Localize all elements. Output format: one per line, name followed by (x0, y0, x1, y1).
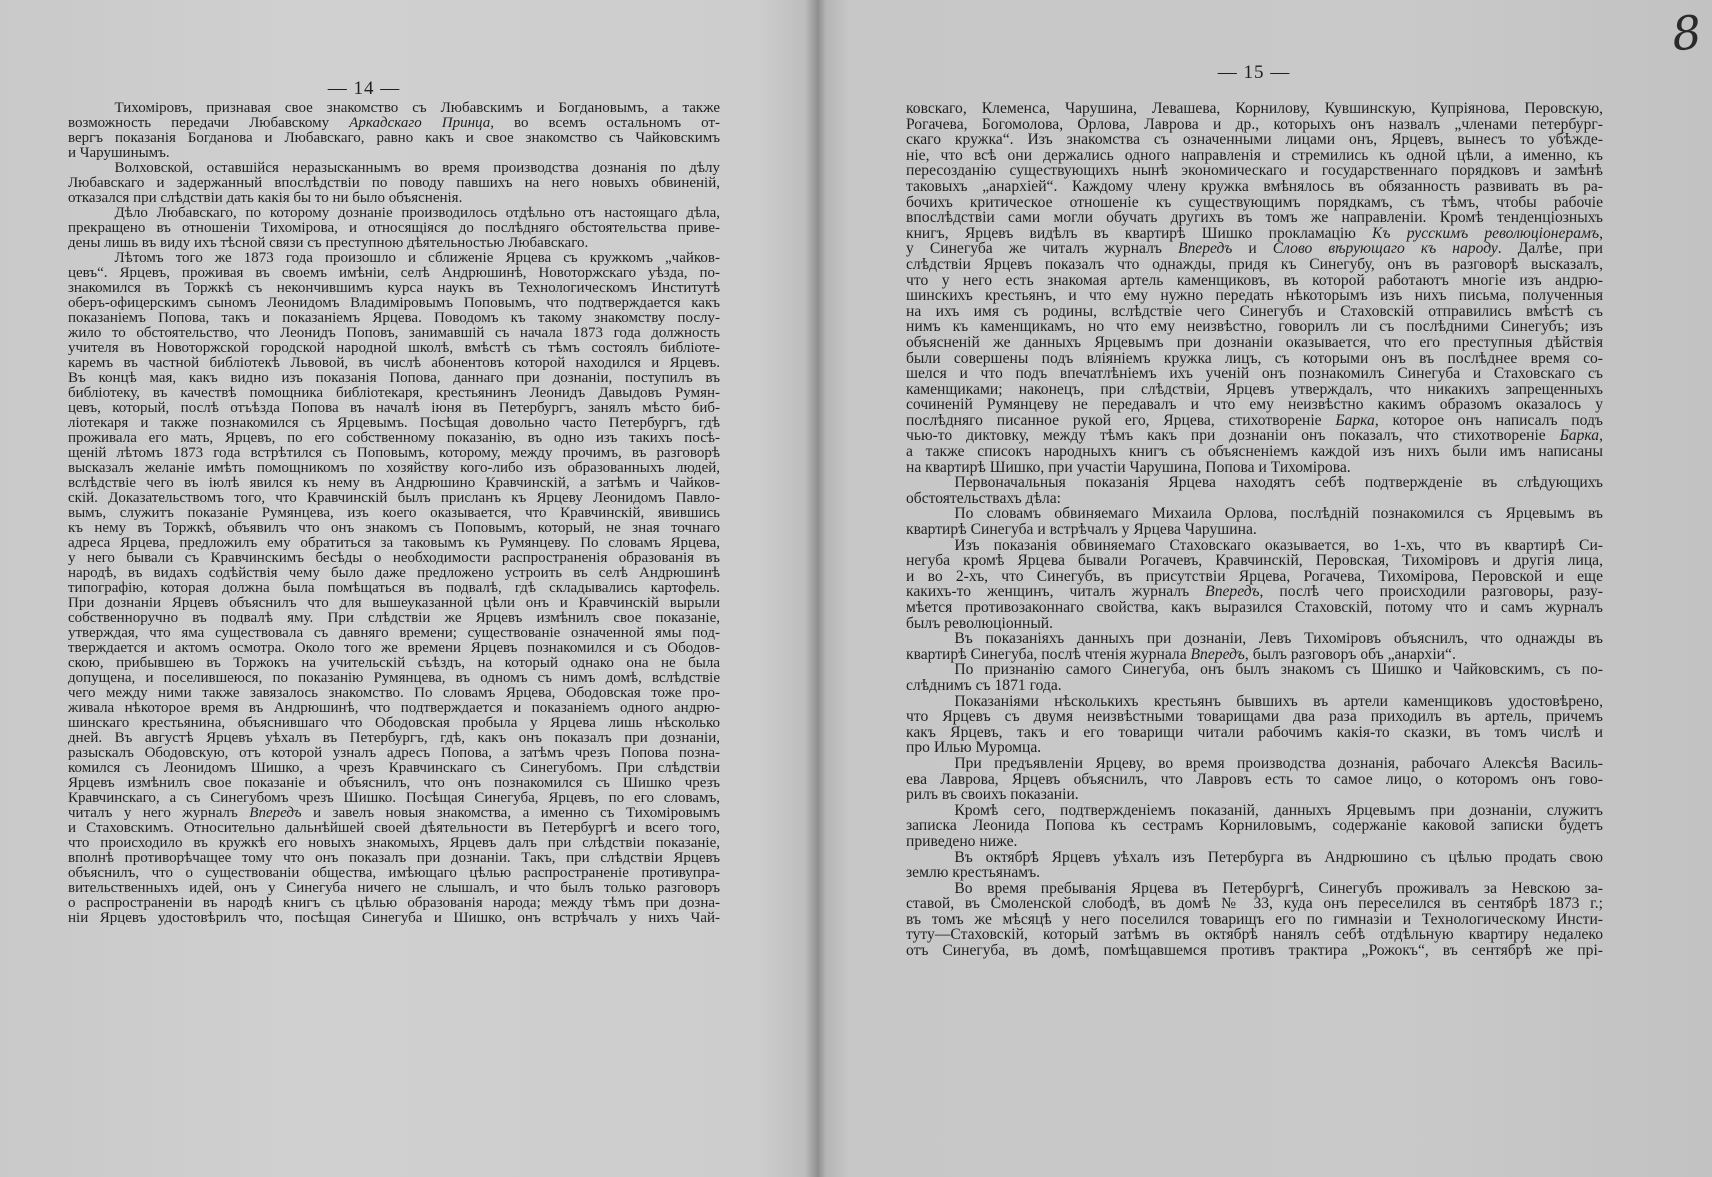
text-segment: землю крестьянамъ. (906, 864, 1041, 882)
text-segment: про Илью Муромца. (906, 739, 1042, 757)
text-segment: По признанію самого Синегуба, онъ былъ знакомъ съ Шишко и Чайковскимъ, съ по- (954, 661, 1603, 679)
text-line (68, 249, 720, 264)
text-line (68, 234, 720, 249)
text-segment: Тихоміровъ, признавая свое знакомство съ Любавскимъ и Богдановымъ, а также (114, 100, 720, 116)
text-line (68, 459, 720, 474)
text-segment: и во 2-хъ, что Синегубъ, въ присутствіи Ярцева, Рогачева, Тихомірова, Перовской и еще (906, 567, 1603, 585)
text-line (68, 444, 720, 459)
text-segment: вслѣдствіе чего въ іюлѣ явился къ нему въ Андрюшино Кравчинскій, а затѣмъ и Чайков- (68, 475, 720, 491)
italic-title: Слово вѣрующаго къ народу (1272, 240, 1498, 258)
text-segment: слѣднимъ съ 1871 года. (906, 676, 1062, 694)
text-segment: чью-то диктовку, между тѣмъ какъ при дознаніи онъ показалъ, что стихотвореніе (906, 427, 1560, 445)
text-segment: , послѣ чего происходили разговоры, разу- (1259, 583, 1603, 601)
text-line (906, 426, 1603, 445)
text-line (68, 159, 720, 174)
text-segment: скаго кружка“. Изъ знакомства съ означенными лицами онъ, Ярцевъ, вынесъ то убѣжде- (906, 131, 1603, 149)
text-segment: тверждается и актомъ осмотра. Около того же времени Ярцевъ познакомился и съ Ободов- (68, 640, 720, 656)
text-line (906, 770, 1603, 786)
text-segment: что Ярцевъ съ двумя неизвѣстными товарищами два раза приходилъ въ артель, причемъ (906, 708, 1603, 726)
text-line (68, 204, 720, 219)
text-line (906, 598, 1603, 614)
text-line (68, 129, 720, 144)
text-segment: квартирѣ Синегуба и встрѣчалъ у Ярцева Чарушина. (906, 521, 1257, 539)
text-line (68, 429, 720, 444)
handwritten-page-mark: 8 (1669, 4, 1705, 62)
text-line (906, 115, 1603, 131)
text-line (68, 99, 720, 114)
text-line (906, 660, 1603, 679)
text-segment: ставой, въ Смоленской слободѣ, въ домѣ № 33, куда онъ переселился въ сентябрѣ 1873 г.; (906, 895, 1603, 913)
text-segment: Рогачева, Богомолова, Орлова, Лаврова и др., которыхъ онъ назвалъ „членами петербург- (906, 115, 1603, 133)
text-segment: на ихъ имя съ родины, вслѣдствіе чего Синегубъ и Стаховскій отправились вмѣстѣ съ (906, 302, 1603, 320)
text-line (906, 349, 1603, 365)
text-line (68, 294, 720, 309)
text-line (68, 699, 720, 714)
text-segment: читалъ у него журналъ (68, 805, 250, 821)
text-segment: приведено ниже. (906, 832, 1018, 850)
text-line (68, 639, 720, 654)
paragraph (906, 692, 1603, 757)
paragraph (906, 801, 1603, 848)
text-segment: ніи Ярцевъ удостовѣрилъ что, посѣщая Синегуба и Шишко, онъ встрѣчалъ у нихъ Чай- (68, 910, 720, 926)
text-segment: Дѣло Любавскаго, по которому дознаніе производилось отдѣльно отъ настоящаго дѣла, (114, 205, 720, 221)
text-segment: слѣдствіи Ярцевъ показалъ что однажды, придя къ Синегубу, онъ въ разговорѣ высказалъ, (906, 255, 1603, 273)
text-line (906, 161, 1603, 180)
text-line (906, 582, 1603, 601)
text-line (68, 759, 720, 774)
text-line (906, 941, 1603, 960)
text-segment: обстоятельствахъ дѣла: (906, 489, 1061, 507)
text-segment: проживала его мать, Ярцевъ, по его собственному показанію, въ одно изъ такихъ посѣ- (68, 430, 720, 446)
paragraph (906, 848, 1603, 882)
italic-title: Впередъ (249, 805, 302, 821)
text-segment: оберъ-офицерскимъ сыномъ Леонидомъ Владиміровымъ Поповымъ, что подтверждается какъ (68, 295, 720, 311)
text-line (68, 399, 720, 414)
text-line (906, 411, 1603, 427)
text-segment: пересозданію существующихъ нынѣ экономическаго и государственнаго порядковъ и замѣнѣ (906, 162, 1603, 180)
italic-title: Впередъ (1177, 240, 1233, 258)
paragraph (906, 629, 1603, 663)
text-segment: и Стаховскимъ. Относительно дальнѣйшей своей дѣятельности въ Петербургѣ и всего того, (68, 820, 720, 836)
page-body (68, 99, 720, 924)
text-segment: Кравчинскаго, а съ Синегубомъ чрезъ Шишко. Посѣщая Синегуба, Ярцевъ, по его словамъ, (68, 790, 720, 806)
paragraph (68, 99, 720, 159)
text-segment: каремъ въ частной библіотекѣ Львовой, въ числѣ абонентовъ которой находился и Ярцевъ. (68, 355, 720, 371)
text-segment: При дознаніи Ярцевъ объяснилъ что для вышеуказанной цѣли онъ и Кравчинскій вырыли (68, 595, 720, 611)
text-segment: цевъ, который, послѣ отъѣзда Попова въ началѣ іюня въ Петербургъ, занялъ мѣсто биб- (68, 400, 720, 416)
text-line (906, 317, 1603, 336)
paragraph (906, 879, 1603, 960)
text-segment: собственноручно въ подвалѣ яму. При слѣдствіи же Ярцевъ измѣнилъ свое показаніе, (68, 610, 720, 626)
text-segment: разыскалъ Ободовскую, отъ которой узналъ адресъ Попова, а затѣмъ чрезъ Попова позна- (68, 745, 720, 761)
text-line (68, 264, 720, 279)
page-body (906, 99, 1603, 960)
text-segment: бочихъ критическое отношеніе къ существующимъ порядкамъ, съ тѣмъ, чтобы рабочіе (906, 193, 1603, 211)
text-segment: были совершены подъ вліяніемъ кружка лицъ, съ которыми онъ въ послѣднее время со- (906, 349, 1603, 367)
text-segment: возможность передачи Любавскому (68, 115, 350, 131)
text-line (68, 504, 720, 519)
text-line (68, 714, 720, 729)
text-line (906, 193, 1603, 209)
text-line (906, 473, 1603, 492)
page-number: — 15 — (1217, 62, 1291, 83)
text-segment: ковскаго, Клеменса, Чарушина, Левашева, Корнилову, Кувшинскую, Купріянова, Перовскую, (906, 100, 1603, 117)
text-line (68, 804, 720, 819)
text-segment: отъ Синегуба, въ домѣ, помѣщавшемся противъ трактира „Рожокъ“, въ сентябрѣ же прі- (906, 942, 1603, 960)
text-line (906, 754, 1603, 770)
text-line (906, 894, 1603, 913)
text-line (906, 333, 1603, 349)
text-line (906, 286, 1603, 305)
text-segment: скою, прибывшею въ Торжокъ на учительскій съѣздъ, на который однако она не была (68, 655, 720, 671)
text-segment: , (1599, 427, 1603, 445)
text-segment: квартирѣ Синегуба, послѣ чтенія журнала (906, 645, 1191, 663)
text-line (906, 536, 1603, 552)
text-line (906, 239, 1603, 258)
text-line (906, 910, 1603, 926)
text-segment: Въ концѣ мая, какъ видно изъ показанія Попова, даннаго при дознаніи, поступилъ въ (68, 370, 720, 386)
text-segment: впослѣдствіи сами могли обучать другихъ въ томъ же направленіи. Кромѣ тенденціозныхъ (906, 209, 1603, 227)
text-segment: вительственныхъ идей, онъ у Синегуба ничего не слышалъ, и что былъ только разговоръ (68, 880, 720, 896)
text-segment: сочиненій Румянцеву не передавалъ и что ему неизвѣстно какимъ образомъ оказалось у (906, 396, 1603, 414)
text-segment: народѣ, въ видахъ содѣйствія чему было даже предложено устроить въ селѣ Андрюшинѣ (68, 565, 720, 581)
paragraph (906, 473, 1603, 507)
text-line (68, 654, 720, 669)
text-segment: что у него есть знакомая артель каменщиковъ, въ которой работаютъ многіе изъ андрю- (906, 271, 1603, 289)
page-number: — 14 — (327, 78, 401, 99)
text-segment: рилъ въ своихъ показаніи. (906, 786, 1079, 804)
text-line (906, 364, 1603, 383)
text-segment: шелся и что подъ впечатлѣніемъ ихъ ученій онъ познакомилъ Синегуба и Стаховскаго съ (906, 365, 1603, 383)
text-segment: прекращено въ отношеніи Тихомірова, и относящіяся до послѣдняго обстоятельства приве- (68, 220, 720, 236)
text-line (68, 594, 720, 609)
text-segment: комился съ Леонидомъ Шишко, а чрезъ Кравчинскаго съ Синегубомъ. При слѣдствіи (68, 760, 720, 776)
text-segment: скій. Доказательствомъ того, что Кравчинскій былъ присланъ къ Ярцеву Леонидомъ Павло- (68, 490, 720, 506)
text-segment: и завелъ новыя знакомства, а именно съ Тихоміровымъ (301, 805, 720, 821)
text-line (68, 729, 720, 744)
text-segment: туту—Стаховскій, который затѣмъ въ октябрѣ нанялъ себѣ отдѣльную квартиру недалеко (906, 926, 1603, 944)
text-segment: дней. Въ августѣ Ярцевъ уѣхалъ въ Петербургъ, гдѣ, какъ онъ показалъ при дознаніи, (68, 730, 720, 746)
text-line (68, 534, 720, 549)
text-line (68, 324, 720, 339)
text-line (68, 684, 720, 699)
text-line (906, 801, 1603, 817)
text-segment: что происходило въ кружкѣ его новыхъ знакомыхъ, Ярцевъ далъ при слѣдствіи показаніе, (68, 835, 720, 851)
text-segment: вымъ, служитъ показаніе Румянцева, изъ коего оказывается, что Кравчинскій, явившись (68, 505, 720, 521)
text-line (68, 849, 720, 864)
text-line (68, 894, 720, 909)
paragraph (68, 249, 720, 924)
text-line (906, 879, 1603, 895)
text-line (68, 609, 720, 624)
italic-title: Аркадскаго Принца (349, 115, 491, 131)
text-segment: Во время пребыванія Ярцева въ Петербургѣ, Синегубъ проживалъ за Невскою за- (954, 879, 1603, 897)
italic-title: Барка (1335, 411, 1375, 429)
text-segment: адреса Ярцева, предложилъ ему обратиться за таковымъ къ Румянцеву. По словамъ Ярцева, (68, 535, 720, 551)
text-line (68, 909, 720, 924)
text-line (68, 879, 720, 894)
text-line (68, 564, 720, 579)
text-segment: Ярцевъ измѣнилъ свое показаніе и объяснилъ, что онъ познакомился съ Шишко чрезъ (68, 775, 720, 791)
text-line (68, 819, 720, 834)
text-segment: къ нему въ Торжкѣ, объявилъ что онъ знакомъ съ Поповымъ, который, не зная точнаго (68, 520, 720, 536)
text-segment: Лѣтомъ того же 1873 года произошло и сближеніе Ярцева съ кружкомъ „чайков- (114, 250, 720, 266)
text-line (68, 774, 720, 789)
text-line (68, 114, 720, 129)
text-segment: у него бывали съ Кравчинскимъ бесѣды о необходимости распространенія образованія въ (68, 550, 720, 566)
text-segment: Въ показаніяхъ данныхъ при дознаніи, Левъ Тихоміровъ объяснилъ, что однажды въ (954, 630, 1603, 648)
text-line (68, 279, 720, 294)
text-line (68, 579, 720, 594)
text-segment: дены лишь въ виду ихъ тѣсной связи съ преступною дѣятельностью Любавскаго. (68, 235, 589, 251)
paragraph (68, 204, 720, 249)
text-line (68, 549, 720, 564)
text-segment: послѣдняго писанное рукой его, Ярцева, стихотвореніе (906, 411, 1336, 429)
text-segment: жило то обстоятельство, что Леонидъ Поповъ, занимавшій съ начала 1873 года должность (68, 325, 720, 341)
text-segment: Кромѣ сего, подтвержденіемъ показаній, данныхъ Ярцевымъ при дознаніи, служитъ (954, 801, 1603, 819)
text-segment: ніе, что всѣ они держались одного направленія и стремились къ одной цѣли, а именно, къ (906, 146, 1603, 164)
text-segment: знакомился въ Торжкѣ съ некончившимъ курса наукъ въ Технологическомъ Институтѣ (68, 280, 720, 296)
text-line (906, 177, 1603, 193)
text-segment: утверждая, что яма существовала съ давняго времени; существованіе означенной ямы под- (68, 625, 720, 641)
text-line (68, 174, 720, 189)
text-line (68, 669, 720, 684)
text-line (906, 271, 1603, 287)
text-line (68, 369, 720, 384)
text-line (68, 489, 720, 504)
text-line (68, 354, 720, 369)
text-line (906, 208, 1603, 227)
text-segment: живала нѣкоторое время въ Андрюшинѣ, что подтверждается и показаніемъ одного андрю- (68, 700, 720, 716)
text-line (68, 474, 720, 489)
text-segment: Первоначальныя показанія Ярцева находятъ себѣ подтвержденіе въ слѣдующихъ (954, 474, 1603, 492)
text-line (68, 834, 720, 849)
text-line (906, 130, 1603, 149)
text-line (906, 255, 1603, 271)
italic-title: Къ русскимъ революціонерамъ (1372, 224, 1600, 242)
text-line (906, 146, 1603, 162)
text-line (906, 707, 1603, 726)
text-line (68, 744, 720, 759)
text-segment: Любавскаго и задержанный впослѣдствіи по поводу павшихъ на него новыхъ обвиненій, (68, 175, 720, 191)
text-line (68, 864, 720, 879)
text-line (906, 380, 1603, 396)
text-segment: отказался при слѣдствіи дать какія бы то ни было объясненія. (68, 190, 463, 206)
text-segment: на квартирѣ Шишко, при участіи Чарушина, Попова и Тихомірова. (906, 458, 1351, 476)
text-line (906, 395, 1603, 414)
text-line (68, 384, 720, 399)
text-line (906, 551, 1603, 570)
text-line (68, 189, 720, 204)
italic-title: Впередъ (1190, 645, 1245, 663)
text-segment: Волховской, оставшійся неразысканнымъ во время производства дознанія по дѣлу (114, 160, 720, 176)
text-line (68, 519, 720, 534)
text-segment: въ томъ же мѣсяцѣ у него поселился товарищъ его по гимназіи и Технологическому Инсти- (906, 910, 1603, 928)
text-line (68, 789, 720, 804)
text-line (68, 414, 720, 429)
text-segment: типографію, которая должна была помѣщаться въ подвалѣ, гдѣ складывались картофель. (68, 580, 720, 596)
text-segment: чего между ними также завязалось знакомство. По словамъ Ярцева, Ободовская тоже про- (68, 685, 720, 701)
text-segment: , (1599, 224, 1603, 242)
text-line (906, 723, 1603, 739)
text-segment: каменщиками; наконецъ, при слѣдствіи, Ярцевъ утверждалъ, что никакихъ запрещенныхъ (906, 380, 1603, 398)
text-segment: нимъ къ каменщикамъ, но что ему неизвѣстно, говорилъ ли съ послѣдними Синегубъ; изъ (906, 318, 1603, 336)
text-segment: шинскихъ крестьянъ, и что ему нужно передать нѣкоторымъ изъ нихъ письма, полученныя (906, 287, 1603, 305)
italic-title: Впередъ (1205, 583, 1260, 601)
text-segment: какихъ-то женщинъ, читалъ журналъ (906, 583, 1206, 601)
text-segment: При предъявленіи Ярцеву, во время производства дознанія, рабочаго Алексѣя Василь- (954, 754, 1603, 772)
text-segment: былъ революціонный. (906, 614, 1054, 632)
text-segment: цевъ“. Ярцевъ, проживая въ своемъ имѣніи, селѣ Андрюшинѣ, Новоторжскаго уѣзда, по- (68, 265, 720, 281)
text-line (906, 816, 1603, 835)
text-segment: показаніемъ Попова, такъ и показаніемъ Ярцева. Поводомъ къ такому знакомству послу- (68, 310, 720, 326)
paragraph (906, 754, 1603, 804)
text-segment: допущена, и поселившеюся, по показанію Румянцева, въ одномъ съ нимъ домѣ, вслѣдствіе (68, 670, 720, 686)
paragraph (906, 660, 1603, 694)
text-segment: негуба кромѣ Ярцева бывали Рогачевъ, Кравчинскій, Перовская, Тихоміровъ и другія лица, (906, 552, 1603, 570)
text-segment: у Синегуба же читалъ журналъ (906, 240, 1178, 258)
paragraph (906, 504, 1603, 539)
text-line (68, 624, 720, 639)
italic-title: Барка (1559, 427, 1600, 445)
text-segment: Въ октябрѣ Ярцевъ уѣхалъ изъ Петербурга въ Андрюшино съ цѣлью продать свою (954, 848, 1603, 866)
text-segment: мѣется противозаконнаго свойства, какъ выразился Стаховскій, потому что и самъ журналъ (906, 599, 1603, 616)
paragraph (906, 536, 1603, 630)
text-segment: . Далѣе, при (1497, 240, 1603, 258)
text-segment: книгъ, Ярцевъ видѣлъ въ квартирѣ Шишко прокламацію (906, 224, 1373, 242)
text-segment: вполнѣ противорѣчащее тому что онъ показалъ при дознаніи. Такъ, при слѣдствіи Ярцевъ (68, 850, 720, 866)
text-line (906, 925, 1603, 944)
paragraph (68, 159, 720, 204)
text-segment: Изъ показанія обвиняемаго Стаховскаго оказывается, во 1-хъ, что въ квартирѣ Си- (954, 536, 1603, 554)
text-segment: объяснилъ, что о существованіи общества, имѣющаго цѣлью распространеніе противупра- (68, 865, 720, 881)
text-segment: а также списокъ народныхъ книгъ съ объясненіемъ каждой изъ нихъ были имъ написаны (906, 443, 1603, 461)
text-segment: высказалъ желаніе имѣть помощникомъ по хозяйству кого-либо изъ образованныхъ людей, (68, 460, 720, 476)
text-segment: и Чарушинымъ. (68, 145, 170, 161)
text-segment: По словамъ обвиняемаго Михаила Орлова, послѣдній познакомился съ Ярцевымъ въ (954, 505, 1603, 523)
text-line (906, 692, 1603, 708)
text-line (906, 567, 1603, 583)
text-segment: учителя въ Новоторжской городской народной школѣ, вмѣстѣ съ тѣмъ состоялъ библіоте- (68, 340, 720, 356)
text-segment: Показаніями нѣсколькихъ крестьянъ бывшихъ въ артели каменщиковъ удостовѣрено, (954, 692, 1603, 710)
text-line (906, 442, 1603, 461)
text-segment: ліотекаря и также познакомился съ Ярцевымъ. Посѣщая довольно часто Петербургъ, гдѣ (68, 415, 720, 431)
text-line (906, 224, 1603, 240)
text-segment: шинскаго крестьянина, объяснившаго что Ободовская пробыла у Ярцева лишь нѣсколько (68, 715, 720, 731)
text-line (906, 302, 1603, 318)
text-line (906, 99, 1603, 115)
text-segment: , былъ разговоръ объ „анархіи“. (1244, 645, 1456, 663)
text-line (906, 629, 1603, 648)
text-line (906, 848, 1603, 864)
text-segment: щеній лѣтомъ 1873 года встрѣтился съ Поповымъ, которому, между прочимъ, въ разговорѣ (68, 445, 720, 461)
text-segment: ева Лаврова, Ярцевъ объяснилъ, что Лавровъ есть то самое лицо, о которомъ онъ гово- (906, 770, 1603, 788)
paragraph (906, 99, 1603, 476)
text-segment: вергъ показанія Богданова и Любавскаго, равно какъ и свое знакомство съ Чайковскимъ (68, 130, 720, 146)
text-line (68, 309, 720, 324)
text-segment: , которое онъ написалъ подъ (1374, 411, 1603, 429)
text-line (68, 219, 720, 234)
text-segment: таковыхъ „анархіей“. Каждому члену кружка вмѣнялось въ обязанность развивать въ ра- (906, 177, 1603, 195)
text-segment: о распространеніи въ народѣ книгъ съ цѣлью образованія народа; между тѣмъ при дозна- (68, 895, 720, 911)
text-segment: записка Леонида Попова къ сестрамъ Корниловымъ, содержаніе каковой записки будетъ (906, 817, 1603, 835)
text-segment: библіотеку, въ качествѣ помощника библіотекаря, крестьянинъ Леонидъ Давыдовъ Румян- (68, 385, 720, 401)
page-right (828, 0, 1712, 1177)
text-segment: какъ Ярцевъ, такъ и его товарищи читали рабочимъ какія-то сказки, въ томъ числѣ и (906, 723, 1603, 741)
text-segment: , во всемъ остальномъ от- (490, 115, 720, 131)
text-segment: и (1232, 240, 1273, 258)
text-line (906, 504, 1603, 523)
page-left (0, 0, 812, 1177)
text-line (68, 144, 720, 159)
text-line (68, 339, 720, 354)
text-segment: объясненій же данныхъ Ярцевымъ при дознаніи оказывается, что его преступныя дѣйствія (906, 333, 1603, 351)
